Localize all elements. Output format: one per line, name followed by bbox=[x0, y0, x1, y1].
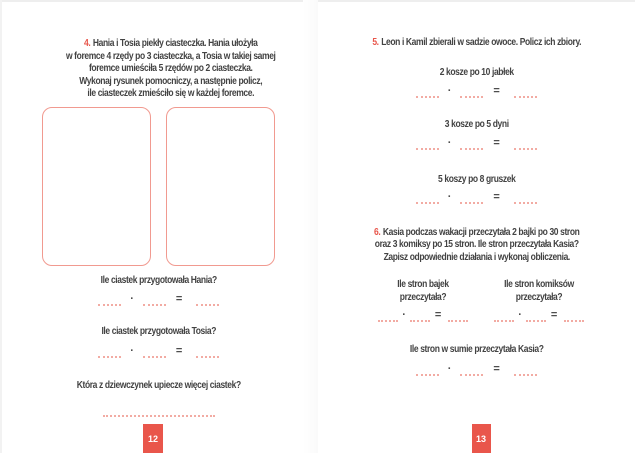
equation-tosia bbox=[0, 345, 318, 358]
multiply-sign: · bbox=[130, 344, 134, 357]
question-bajki-line1: Ile stron bajek bbox=[397, 279, 449, 290]
task6-columns bbox=[328, 278, 635, 322]
answer-dotted-line bbox=[103, 412, 215, 417]
equals-sign: = bbox=[493, 136, 500, 149]
task6-line: Zapisz odpowiednie działania i wykonaj obliczenia. bbox=[383, 251, 570, 263]
question-komiksy-line1: Ile stron komiksów bbox=[504, 279, 575, 290]
blank-dotted-line bbox=[460, 145, 483, 150]
item-dynie: 3 kosze po 5 dyni bbox=[444, 118, 509, 130]
equation-hania bbox=[0, 293, 318, 306]
column-bajki bbox=[371, 278, 475, 322]
equation-gruszki bbox=[318, 191, 635, 204]
blank-dotted-line bbox=[143, 301, 166, 306]
task5-number: 5. bbox=[371, 37, 379, 48]
blank-dotted-line bbox=[378, 317, 398, 322]
blank-dotted-line bbox=[416, 93, 439, 98]
equation-jablka bbox=[318, 85, 635, 98]
item-jablka: 2 kosze po 10 jabłek bbox=[439, 66, 514, 78]
blank-dotted-line bbox=[448, 317, 468, 322]
item-gruszki: 5 koszy po 8 gruszek bbox=[437, 173, 515, 185]
blank-dotted-line bbox=[514, 145, 537, 150]
equals-sign: = bbox=[175, 344, 183, 357]
blank-dotted-line bbox=[416, 145, 439, 150]
question-bajki-line2: przeczytała? bbox=[400, 292, 447, 303]
blank-dotted-line bbox=[98, 301, 121, 306]
blank-dotted-line bbox=[196, 301, 219, 306]
blank-dotted-line bbox=[564, 317, 584, 322]
equation-bajki bbox=[371, 309, 475, 322]
page-number-13: 13 bbox=[472, 424, 491, 453]
drawing-boxes bbox=[0, 107, 318, 266]
blank-dotted-line bbox=[514, 93, 537, 98]
task4-line: w foremce 4 rzędy po 3 ciasteczka, a Tosia w takiej samej bbox=[65, 50, 276, 62]
drawing-box-hania bbox=[42, 107, 151, 266]
question-hania: Ile ciastek przygotowała Hania? bbox=[100, 274, 217, 286]
equals-sign: = bbox=[550, 309, 558, 321]
equation-sum bbox=[318, 363, 635, 376]
multiply-sign: · bbox=[447, 363, 452, 375]
blank-dotted-line bbox=[410, 317, 430, 322]
question-komiksy-line2: przeczytała? bbox=[516, 292, 563, 303]
blank-dotted-line bbox=[416, 199, 439, 204]
question-compare: Która z dziewczynek upiecze więcej ciastek? bbox=[76, 379, 241, 391]
multiply-sign: · bbox=[130, 292, 134, 305]
task6-line bbox=[341, 227, 611, 240]
task4-number: 4. bbox=[83, 38, 91, 49]
blank-dotted-line bbox=[196, 353, 219, 358]
equation-dynie bbox=[318, 137, 635, 150]
blank-dotted-line bbox=[416, 371, 439, 376]
multiply-sign: · bbox=[402, 309, 406, 321]
task4-line: foremce umieściła 5 rzędów po 2 ciasteczka. bbox=[88, 63, 253, 74]
equation-komiksy bbox=[487, 309, 591, 322]
column-komiksy bbox=[487, 278, 591, 322]
task6-line-text: Kasia podczas wakacji przeczytała 2 bajki po 30 stron bbox=[382, 226, 579, 238]
equals-sign: = bbox=[175, 292, 183, 305]
blank-dotted-line bbox=[494, 317, 514, 322]
task4-text bbox=[12, 38, 330, 101]
task5-line bbox=[341, 37, 611, 50]
task4-line: Wykonaj rysunek pomocniczy, a następnie policz, bbox=[79, 75, 263, 87]
task4-line: ile ciasteczek zmieściło się w każdej foremce. bbox=[87, 88, 255, 99]
multiply-sign: · bbox=[447, 84, 452, 97]
blank-dotted-line bbox=[460, 199, 483, 204]
blank-dotted-line bbox=[98, 353, 121, 358]
equals-sign: = bbox=[493, 84, 500, 97]
equals-sign: = bbox=[434, 309, 442, 321]
blank-dotted-line bbox=[460, 93, 483, 98]
task6-number: 6. bbox=[373, 226, 380, 238]
page-number-12: 12 bbox=[143, 424, 163, 453]
task5-intro-text: Leon i Kamil zbierali w sadzie owoce. Policz ich zbiory. bbox=[380, 37, 581, 48]
question-tosia: Ile ciastek przygotowała Tosia? bbox=[101, 325, 217, 337]
equals-sign: = bbox=[493, 190, 500, 203]
task5-text bbox=[318, 37, 635, 50]
multiply-sign: · bbox=[518, 309, 522, 321]
task4-line-text: Hania i Tosia piekły ciasteczka. Hania ułożyła bbox=[92, 38, 258, 49]
blank-dotted-line bbox=[143, 353, 166, 358]
page-13 bbox=[318, 0, 635, 453]
blank-dotted-line bbox=[460, 371, 483, 376]
drawing-box-tosia bbox=[166, 107, 275, 266]
equals-sign: = bbox=[493, 363, 500, 375]
multiply-sign: · bbox=[447, 190, 452, 203]
question-sum: Ile stron w sumie przeczytała Kasia? bbox=[409, 344, 544, 355]
blank-dotted-line bbox=[514, 371, 537, 376]
blank-dotted-line bbox=[526, 317, 546, 322]
task6-line: oraz 3 komiksy po 15 stron. Ile stron przeczytała Kasia? bbox=[374, 239, 579, 250]
task6-text bbox=[318, 227, 635, 265]
multiply-sign: · bbox=[447, 136, 452, 149]
blank-dotted-line bbox=[514, 199, 537, 204]
task4-line bbox=[36, 38, 306, 51]
